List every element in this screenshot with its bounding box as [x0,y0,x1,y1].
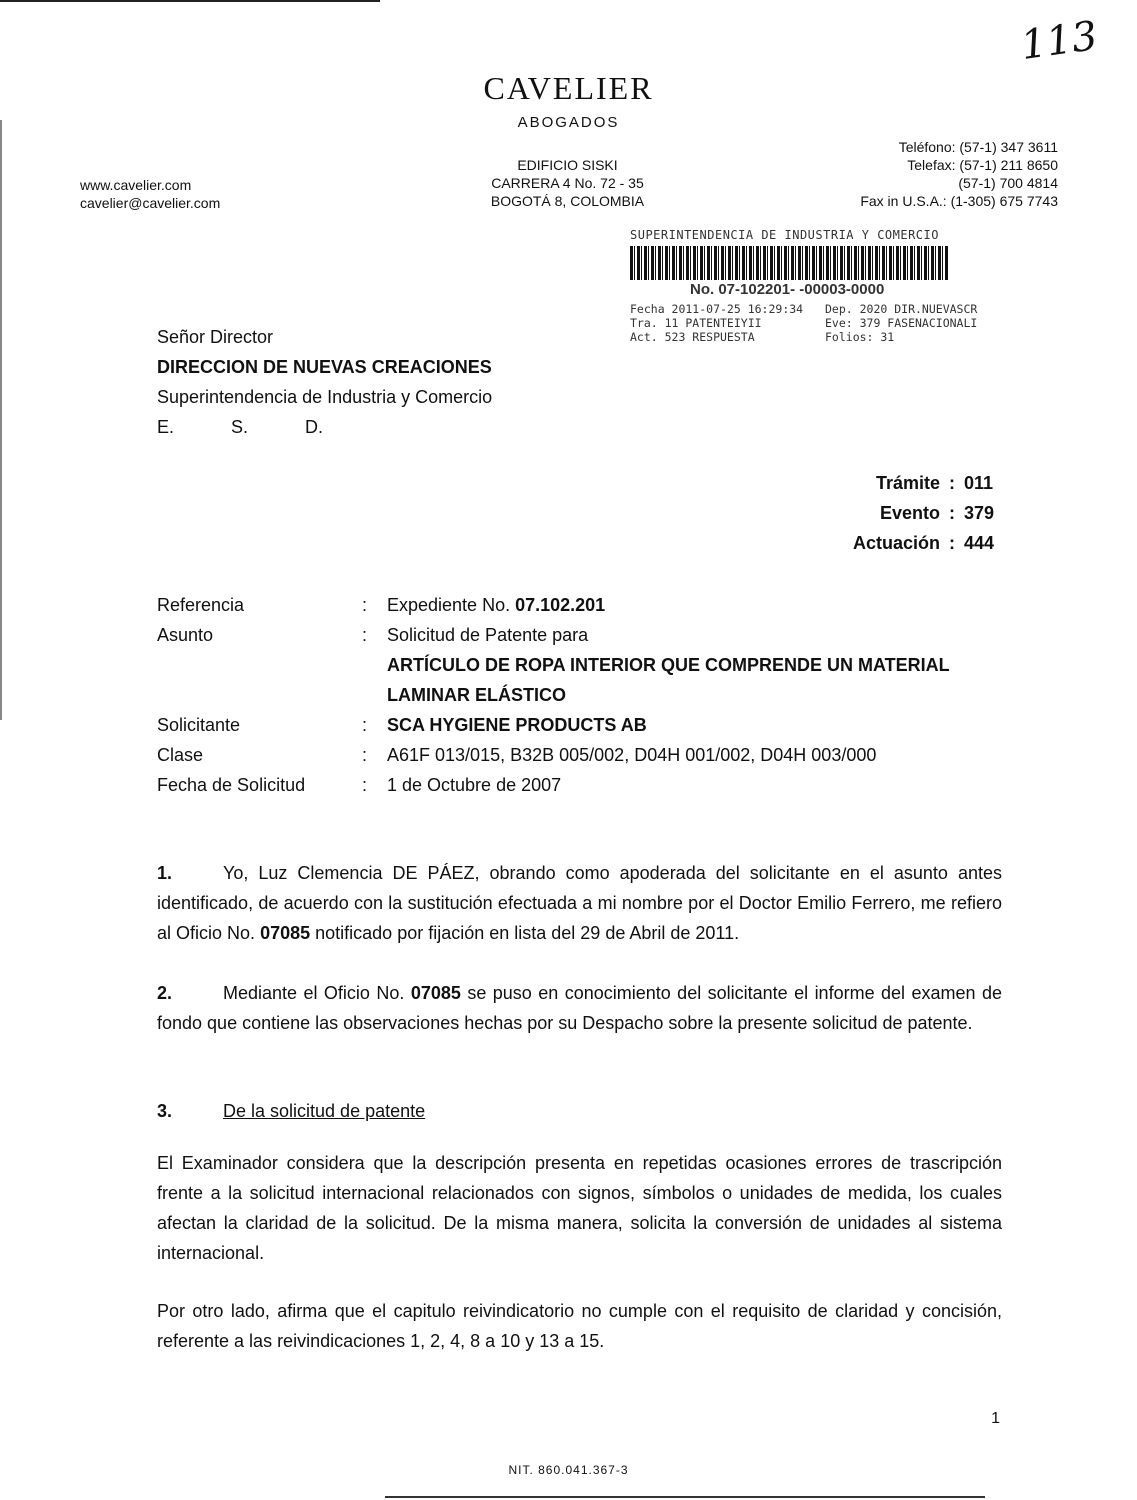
solicitante-key: Solicitante [157,715,241,735]
tramite-value: 379 [964,503,995,523]
recipient-office: DIRECCION DE NUEVAS CREACIONES [157,357,492,377]
recipient-agency: Superintendencia de Industria y Comercio [157,387,493,407]
tramite-value: 011 [964,473,994,493]
oficio-number: 07085 [260,923,311,943]
recipient-block [157,322,492,442]
stamp-eve: Eve: 379 FASENACIONALI [825,316,978,330]
solicitante-colon: : [362,715,368,735]
tramite-colon: : [949,533,955,553]
clase-key: Clase [157,745,204,765]
street: CARRERA 4 No. 72 - 35 [491,175,644,191]
esd-line [157,412,492,442]
paragraph-text: se puso en conocimiento del solicitante el informe del examen de fondo que contiene las observaciones hechas por su Despacho sobre la presente solicitud de patente. [157,983,1002,1033]
tramite-row [853,528,1002,558]
fax-usa: Fax in U.S.A.: (1-305) 675 7743 [860,193,1058,209]
page-number: 1 [991,1410,1000,1427]
esd-e: E. [157,417,175,437]
paragraph-5: Por otro lado, afirma que el capitulo reivindicatorio no cumple con el requisito de claridad y concisión, referente a las reivindicaciones 1, 2, 4, 8 a 10 y 13 a 15. [157,1301,1002,1351]
esd-s: S. [231,417,249,437]
city: BOGOTÁ 8, COLOMBIA [490,193,645,209]
tramite-colon: : [949,473,955,493]
tramite-row [853,498,1002,528]
email: cavelier@cavelier.com [80,195,221,211]
tramite-block [853,468,1002,558]
fecha-row [157,770,1017,800]
bottom-rule [385,1496,985,1498]
tramite-key: Evento [879,503,940,523]
section-title: De la solicitud de patente [223,1101,426,1121]
phone-block [860,138,1058,210]
title-row [157,680,1017,710]
fecha-value: 1 de Octubre de 2007 [387,775,562,795]
section-3-heading [157,1096,1002,1126]
contact-web-block [80,176,220,212]
firm-subtitle: ABOGADOS [517,114,620,131]
paragraph-2 [157,978,1002,1038]
stamp-fecha: Fecha 2011-07-25 16:29:34 [630,302,804,316]
paragraph-text: Mediante el Oficio No. [223,983,405,1003]
asunto-row [157,620,1017,650]
fecha-colon: : [362,775,368,795]
firm-name: CAVELIER [483,70,654,106]
clase-colon: : [362,745,368,765]
reference-table [157,590,1017,800]
asunto-colon: : [362,625,368,645]
website: www.cavelier.com [80,177,192,193]
solicitante-value: SCA HYGIENE PRODUCTS AB [387,715,647,735]
paragraph-1 [157,858,1002,948]
nit-footer: NIT. 860.041.367-3 [508,1463,629,1477]
stamp-number: No. 07-102201- -00003-0000 [690,281,885,298]
fecha-key: Fecha de Solicitud [157,775,306,795]
paragraph-4: El Examinador considera que la descripción presenta en repetidas ocasiones errores de trascripción frente a la solicitud internacional relacionados con signos, símbolos o unidades de medida, los cuales afectan la claridad de la solicitud. De la misma manera, solicita la conversión de unidades al sistema internacional. [157,1153,1002,1263]
asunto-value: Solicitud de Patente para [387,625,589,645]
ref-colon: : [362,595,368,615]
oficio-number: 07085 [410,983,461,1003]
building: EDIFICIO SISKI [517,157,618,173]
recipient-title: Señor Director [157,327,274,347]
handwritten-folio: 113 [1017,12,1100,70]
solicitante-row [157,710,1017,740]
scan-edge [0,120,2,720]
patent-title-2: LAMINAR ELÁSTICO [387,685,566,705]
tramite-key: Trámite [875,473,940,493]
title-row [157,650,1017,680]
patent-title-1: ARTÍCULO DE ROPA INTERIOR QUE COMPRENDE UN MATERIAL [387,655,950,675]
paragraph-number: 2. [157,983,173,1003]
ref-number: 07.102.201 [515,595,606,615]
tramite-row [853,468,1002,498]
reference-row [157,590,1017,620]
filing-stamp [630,228,1040,344]
paragraph-text: Yo, Luz Clemencia DE PÁEZ, obrando como apoderada del solicitante en el asunto antes identificado, de acuerdo con la sustitución efectuada a mi nombre por el Doctor Emilio Ferrero, me refiero al Oficio No. [157,863,1002,943]
stamp-folios: Folios: 31 [825,330,895,344]
fax-2: (57-1) 700 4814 [958,175,1058,191]
address-block [440,156,695,210]
ref-prefix: Expediente No. [387,595,511,615]
stamp-header: SUPERINTENDENCIA DE INDUSTRIA Y COMERCIO [630,228,939,242]
esd-d: D. [305,417,323,437]
ref-key: Referencia [157,595,245,615]
asunto-key: Asunto [157,625,214,645]
ref-value [387,590,1017,620]
paragraph-text: notificado por fijación en lista del 29 de Abril de 2011. [315,923,740,943]
tramite-colon: : [949,503,955,523]
stamp-dep: Dep. 2020 DIR.NUEVASCR [825,302,978,316]
fax-1: Telefax: (57-1) 211 8650 [907,157,1058,173]
barcode [630,246,948,280]
tramite-key: Actuación [852,533,940,553]
clase-row [157,740,1017,770]
stamp-tra: Tra. 11 PATENTEIYII [630,316,762,330]
stamp-act: Act. 523 RESPUESTA [630,330,755,344]
top-rule [0,0,380,2]
tramite-value: 444 [964,533,995,553]
paragraph-number: 3. [157,1101,173,1121]
clase-value: A61F 013/015, B32B 005/002, D04H 001/002, D04H 003/000 [387,745,877,765]
paragraph-number: 1. [157,863,173,883]
phone: Teléfono: (57-1) 347 3611 [898,139,1058,155]
